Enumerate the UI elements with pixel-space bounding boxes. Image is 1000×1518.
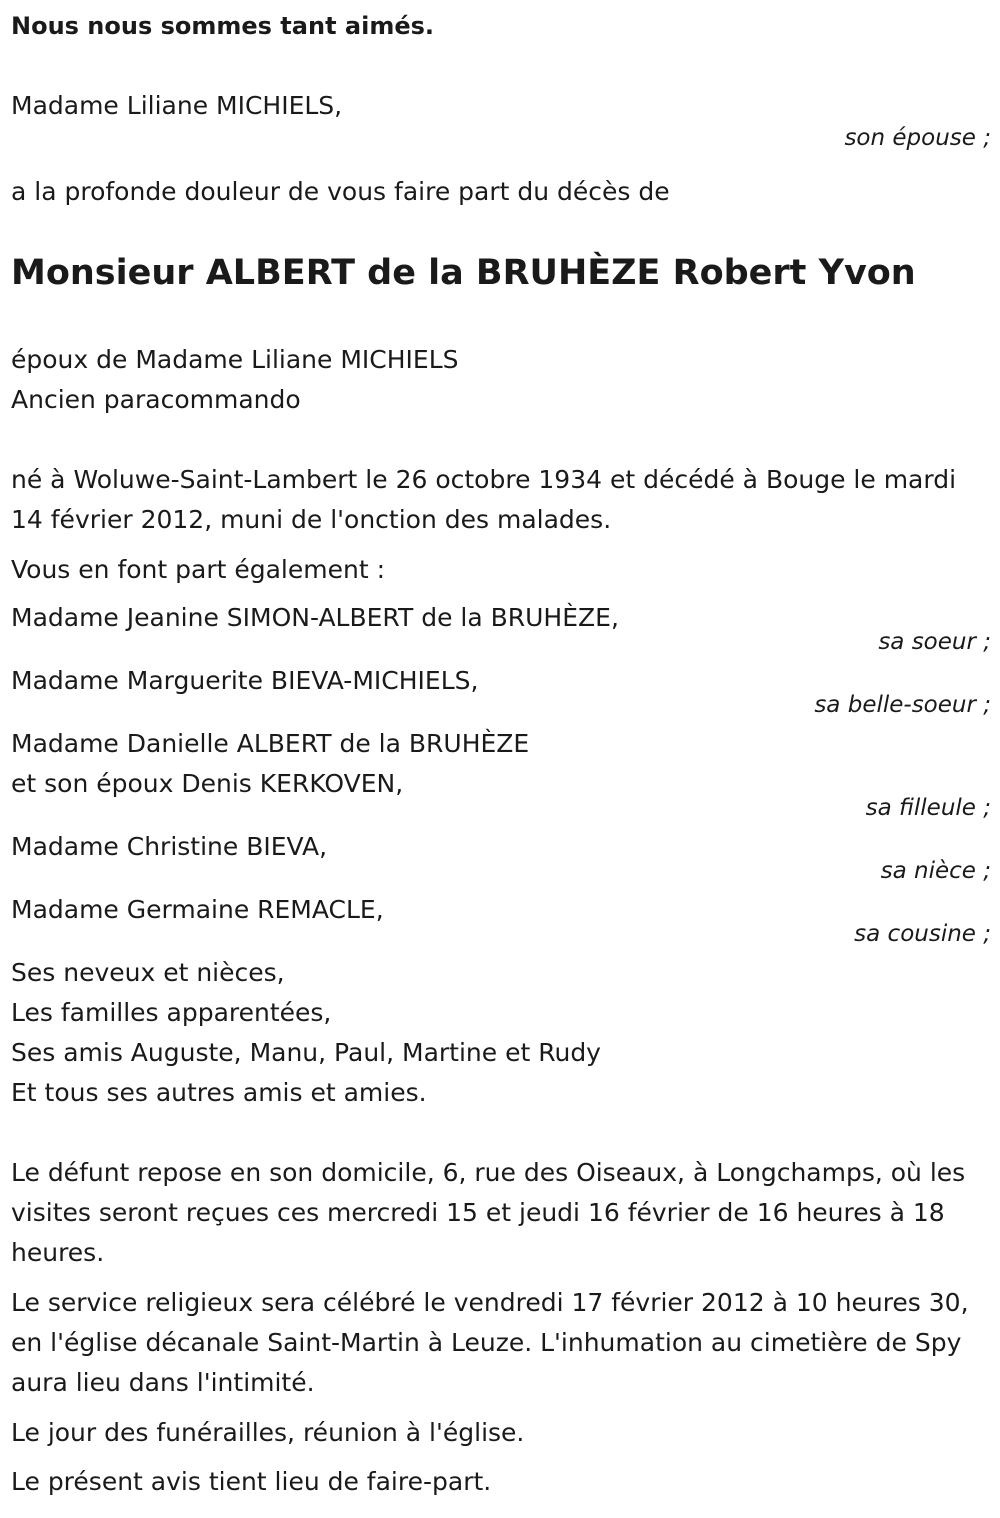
- visitation-info: Le défunt repose en son domicile, 6, rue des Oiseaux, à Longchamps, où les visites seront reçues ces mercredi 15 et jeudi 16 février de 16 heures à 18 heures.: [11, 1158, 966, 1267]
- relative-name: Madame Marguerite BIEVA-MICHIELS,: [11, 666, 479, 695]
- relative-role: sa cousine ;: [854, 921, 991, 947]
- relative-name: Madame Jeanine SIMON-ALBERT de la BRUHÈZE,: [11, 603, 619, 632]
- other-mourners: Les familles apparentées,: [11, 998, 332, 1027]
- relative-name-continued: et son époux Denis KERKOVEN,: [11, 769, 404, 798]
- relative-name: Madame Danielle ALBERT de la BRUHÈZE: [11, 729, 530, 758]
- motto: Nous nous sommes tant aimés.: [11, 12, 434, 40]
- deceased-name: Monsieur ALBERT de la BRUHÈZE Robert Yvon: [11, 253, 916, 293]
- also-announce: Vous en font part également :: [11, 555, 385, 584]
- notice-text: Le présent avis tient lieu de faire-part.: [11, 1467, 492, 1496]
- occupation: Ancien paracommando: [11, 385, 301, 414]
- relative-role: sa filleule ;: [865, 795, 991, 821]
- funeral-day-info: Le jour des funérailles, réunion à l'église.: [11, 1418, 525, 1447]
- announcement-text: a la profonde douleur de vous faire part du décès de: [11, 177, 670, 206]
- relative-name: Madame Christine BIEVA,: [11, 832, 328, 861]
- relative-role: sa belle-soeur ;: [814, 692, 991, 718]
- birth-death-info: né à Woluwe-Saint-Lambert le 26 octobre 1934 et décédé à Bouge le mardi 14 février 2012, muni de l'onction des malades.: [11, 465, 957, 534]
- announcer-name: Madame Liliane MICHIELS,: [11, 91, 343, 120]
- service-info: Le service religieux sera célébré le vendredi 17 février 2012 à 10 heures 30, en l'église décanale Saint-Martin à Leuze. L'inhumation au cimetière de Spy aura lieu dans l'intimité.: [11, 1288, 969, 1397]
- relative-role: sa soeur ;: [878, 629, 991, 655]
- other-mourners: Ses amis Auguste, Manu, Paul, Martine et Rudy: [11, 1038, 601, 1067]
- spouse-line: époux de Madame Liliane MICHIELS: [11, 345, 459, 374]
- other-mourners: Et tous ses autres amis et amies.: [11, 1078, 427, 1107]
- other-mourners: Ses neveux et nièces,: [11, 958, 285, 987]
- relative-name: Madame Germaine REMACLE,: [11, 895, 384, 924]
- relative-role: sa nièce ;: [880, 858, 991, 884]
- announcer-role: son épouse ;: [844, 125, 991, 151]
